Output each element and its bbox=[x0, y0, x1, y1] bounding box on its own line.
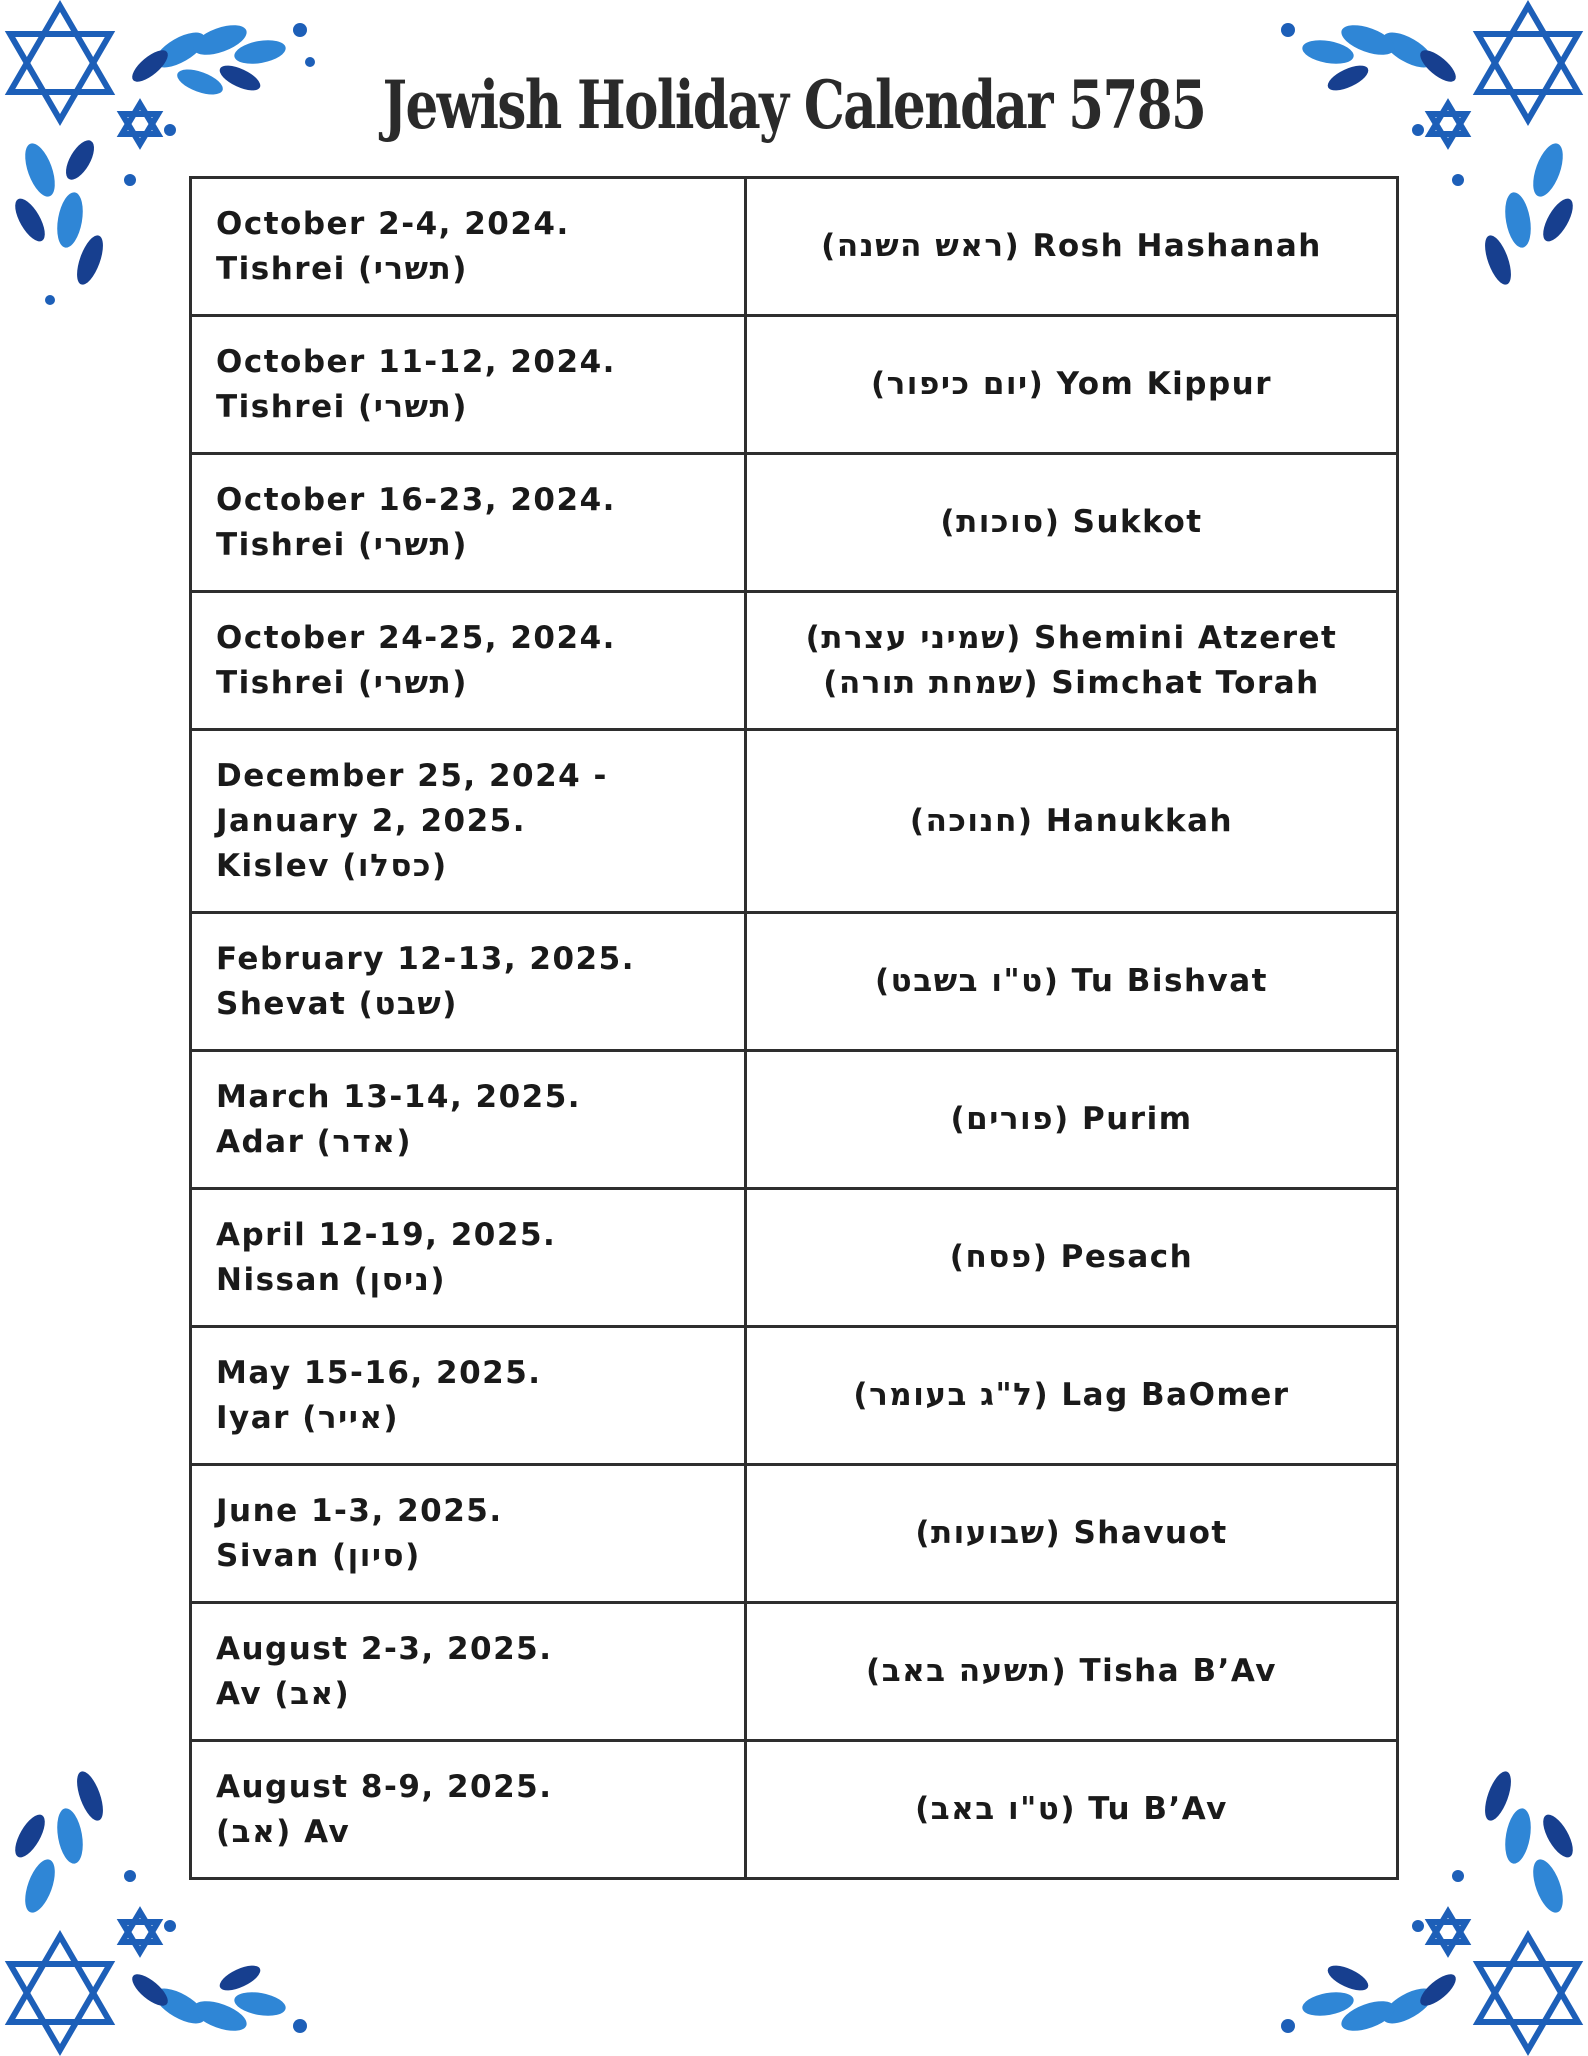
date-cell bbox=[191, 1741, 746, 1879]
table-row bbox=[191, 1603, 1398, 1741]
table-row bbox=[191, 454, 1398, 592]
table-row bbox=[191, 178, 1398, 316]
date-text: April 12-19, 2025. bbox=[216, 1216, 557, 1253]
holiday-name: (שבועות) Shavuot bbox=[915, 1515, 1228, 1551]
date-text: October 16-23, 2024. bbox=[216, 481, 616, 518]
hebrew-month: Tishrei (תשרי) bbox=[216, 388, 468, 425]
holiday-cell bbox=[746, 178, 1398, 316]
holiday-cell bbox=[746, 1189, 1398, 1327]
hebrew-month: Av (אב) bbox=[216, 1675, 351, 1712]
date-cell bbox=[191, 1051, 746, 1189]
table-row bbox=[191, 1741, 1398, 1879]
date-cell bbox=[191, 913, 746, 1051]
hebrew-month: Tishrei (תשרי) bbox=[216, 526, 468, 563]
holiday-cell bbox=[746, 1741, 1398, 1879]
holiday-name: (ראש השנה) Rosh Hashanah bbox=[821, 228, 1322, 264]
date-cell bbox=[191, 1603, 746, 1741]
date-cell bbox=[191, 730, 746, 913]
date-cell bbox=[191, 178, 746, 316]
table-row bbox=[191, 1051, 1398, 1189]
date-text: August 8-9, 2025. bbox=[216, 1768, 553, 1805]
hebrew-month: Tishrei (תשרי) bbox=[216, 250, 468, 287]
hebrew-month: Tishrei (תשרי) bbox=[216, 664, 468, 701]
holiday-cell bbox=[746, 316, 1398, 454]
holiday-name: (ל"ג בעומר) Lag BaOmer bbox=[853, 1377, 1290, 1413]
date-cell bbox=[191, 1327, 746, 1465]
holiday-cell bbox=[746, 730, 1398, 913]
date-cell bbox=[191, 592, 746, 730]
holiday-name: (ט"ו באב) Tu B’Av bbox=[915, 1791, 1228, 1827]
date-text: August 2-3, 2025. bbox=[216, 1630, 553, 1667]
date-cell bbox=[191, 1465, 746, 1603]
holiday-name: (שמחת תורה) Simchat Torah bbox=[823, 664, 1320, 701]
hebrew-month: Adar (אדר) bbox=[216, 1123, 412, 1160]
holiday-name: (פורים) Purim bbox=[950, 1101, 1193, 1137]
date-text: October 2-4, 2024. bbox=[216, 205, 570, 242]
date-text: October 11-12, 2024. bbox=[216, 343, 616, 380]
date-text: March 13-14, 2025. bbox=[216, 1078, 582, 1115]
hebrew-month: Sivan (סיון) bbox=[216, 1537, 421, 1574]
holiday-name: (שמיני עצרת) Shemini Atzeret bbox=[805, 619, 1338, 656]
holiday-cell bbox=[746, 592, 1398, 730]
hebrew-month: Shevat (שבט) bbox=[216, 985, 458, 1022]
date-cell bbox=[191, 1189, 746, 1327]
holiday-calendar-table bbox=[189, 176, 1399, 1880]
holiday-name: (ט"ו בשבט) Tu Bishvat bbox=[875, 963, 1268, 999]
table-row bbox=[191, 913, 1398, 1051]
table-row bbox=[191, 1465, 1398, 1603]
table-row bbox=[191, 1327, 1398, 1465]
table-row bbox=[191, 316, 1398, 454]
hebrew-month: Nissan (ניסן) bbox=[216, 1261, 446, 1298]
date-text: February 12-13, 2025. bbox=[216, 940, 635, 977]
table-row bbox=[191, 1189, 1398, 1327]
table-row bbox=[191, 730, 1398, 913]
date-text: October 24-25, 2024. bbox=[216, 619, 616, 656]
holiday-name: (חנוכה) Hanukkah bbox=[909, 802, 1234, 839]
holiday-cell bbox=[746, 913, 1398, 1051]
date-cell bbox=[191, 316, 746, 454]
holiday-name: (פסח) Pesach bbox=[949, 1239, 1194, 1275]
holiday-cell bbox=[746, 1327, 1398, 1465]
holiday-cell bbox=[746, 454, 1398, 592]
holiday-cell bbox=[746, 1051, 1398, 1189]
page-title: Jewish Holiday Calendar 5785 bbox=[382, 66, 1206, 144]
holiday-name: (יום כיפור) Yom Kippur bbox=[870, 366, 1273, 402]
holiday-name: (סוכות) Sukkot bbox=[940, 504, 1203, 540]
holiday-cell bbox=[746, 1465, 1398, 1603]
date-text: May 15-16, 2025. bbox=[216, 1354, 542, 1391]
date-text: December 25, 2024 - January 2, 2025. bbox=[216, 757, 608, 839]
date-text: June 1-3, 2025. bbox=[216, 1492, 503, 1529]
holiday-cell bbox=[746, 1603, 1398, 1741]
hebrew-month: Kislev (כסלו) bbox=[216, 847, 448, 884]
table-row bbox=[191, 592, 1398, 730]
holiday-name: (תשעה באב) Tisha B’Av bbox=[866, 1653, 1277, 1689]
hebrew-month: Iyar (אייר) bbox=[216, 1399, 400, 1436]
hebrew-month: (אב) Av bbox=[216, 1813, 351, 1850]
date-cell bbox=[191, 454, 746, 592]
